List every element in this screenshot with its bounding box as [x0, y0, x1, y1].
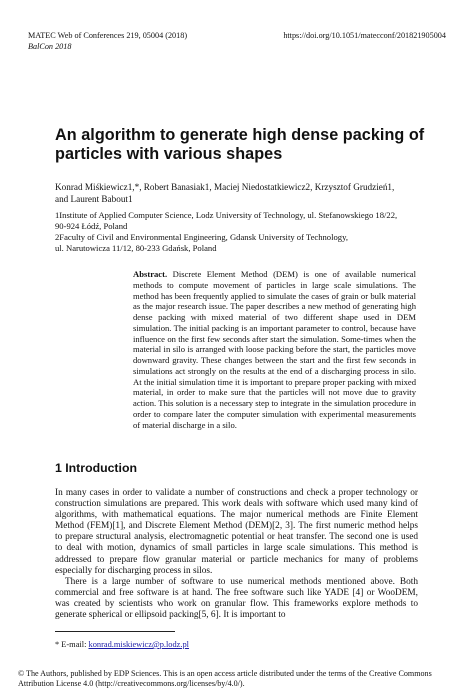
footnote-divider [55, 631, 175, 632]
author-line-1: Konrad Miśkiewicz1,*, Robert Banasiak1, Maciej Niedostatkiewicz2, Krzysztof Grudzień1, [55, 182, 395, 192]
affiliation-2-line-2: ul. Narutowicza 11/12, 80-233 Gdańsk, Poland [55, 242, 217, 253]
section-heading: 1 Introduction [55, 461, 137, 475]
author-list [55, 181, 435, 205]
footnote-label: * E-mail: [55, 640, 87, 649]
affiliation-2-line-1: 2Faculty of Civil and Environmental Engineering, Gdansk University of Technology, [55, 231, 348, 242]
license-footer: © The Authors, published by EDP Sciences. This is an open access article distributed under the terms of the Creative Commons Attribution License 4.0 (http://creativecommons.org/licenses/by/4.0/). [18, 669, 432, 689]
body-text [55, 488, 418, 621]
paper-title: An algorithm to generate high dense packing of particles with various shapes [55, 126, 425, 163]
paragraph-2: There is a large number of software to use numerical methods mentioned above. Both commercial and free software is at hand. The free software such like YADE [4] or WooDEM, was created by scientists who work on granular flow. This frameworks explore methods to generate spherical or ellipsoid packing[5, 6]. It is important to [55, 576, 418, 621]
paragraph-1: In many cases in order to validate a number of constructions and check a proper technology or construction simulations are prepared. This work deals with software which used many kind of algorithms, with mathematical equations. The major numerical methods are Finite Element Method (FEM)[1], and Discrete Element Method (DEM)[2, 3]. The first numeric method helps to prepare structural analysis, electromagnetic potential or heat transfer. The second one is used to deal with motion, dynamics of small particles in large scale simulations. This method is addressed to prepare flow granular material or particle mechanics for many of problems especially for discharging process in silos. [55, 488, 418, 576]
doi-link[interactable]: https://doi.org/10.1051/matecconf/201821905004 [283, 31, 446, 40]
affiliation-1-line-1: 1Institute of Applied Computer Science, Lodz University of Technology, ul. Stefanowskiego 18/22, [55, 210, 398, 220]
email-link[interactable]: konrad.miskiewicz@p.lodz.pl [88, 640, 190, 649]
author-line-2: and Laurent Babout1 [55, 194, 133, 204]
abstract-label: Abstract. [133, 269, 168, 279]
affiliation-1-line-2: 90-924 Łódź, Poland [55, 220, 128, 231]
conference-name: BalCon 2018 [28, 42, 72, 51]
page-header [28, 30, 446, 52]
journal-citation: MATEC Web of Conferences 219, 05004 (2018) [28, 31, 188, 40]
abstract [133, 269, 416, 430]
footnote [55, 640, 189, 649]
abstract-text: Discrete Element Method (DEM) is one of available numerical methods to compute movement of particles in large scale simulations. The method has been frequently applied to simulate the cases of grain or bulk material as the major research issue. The paper describes a new method of generating high dense packing with mixed material of two different shape used in DEM simulation. The initial packing is an important parameter to control, because have influence on the first few seconds after start the simulation. Some-times when the material in silo is arranged with loose packing before the start, the particles move downward gravity. These changes between the start and the first few seconds in simulations act strongly on the results at the end of a discharging process in silo. At the initial simulation time it is important to prepare proper packing with mixed material, in order to make sure that the particles will not move due to gravity action. This solution is a necessary step to integrate in the simulation procedure in order to compare later the computer simulation with experimental measurements of material discharge in a silo. [133, 269, 416, 430]
affiliations [55, 210, 435, 254]
